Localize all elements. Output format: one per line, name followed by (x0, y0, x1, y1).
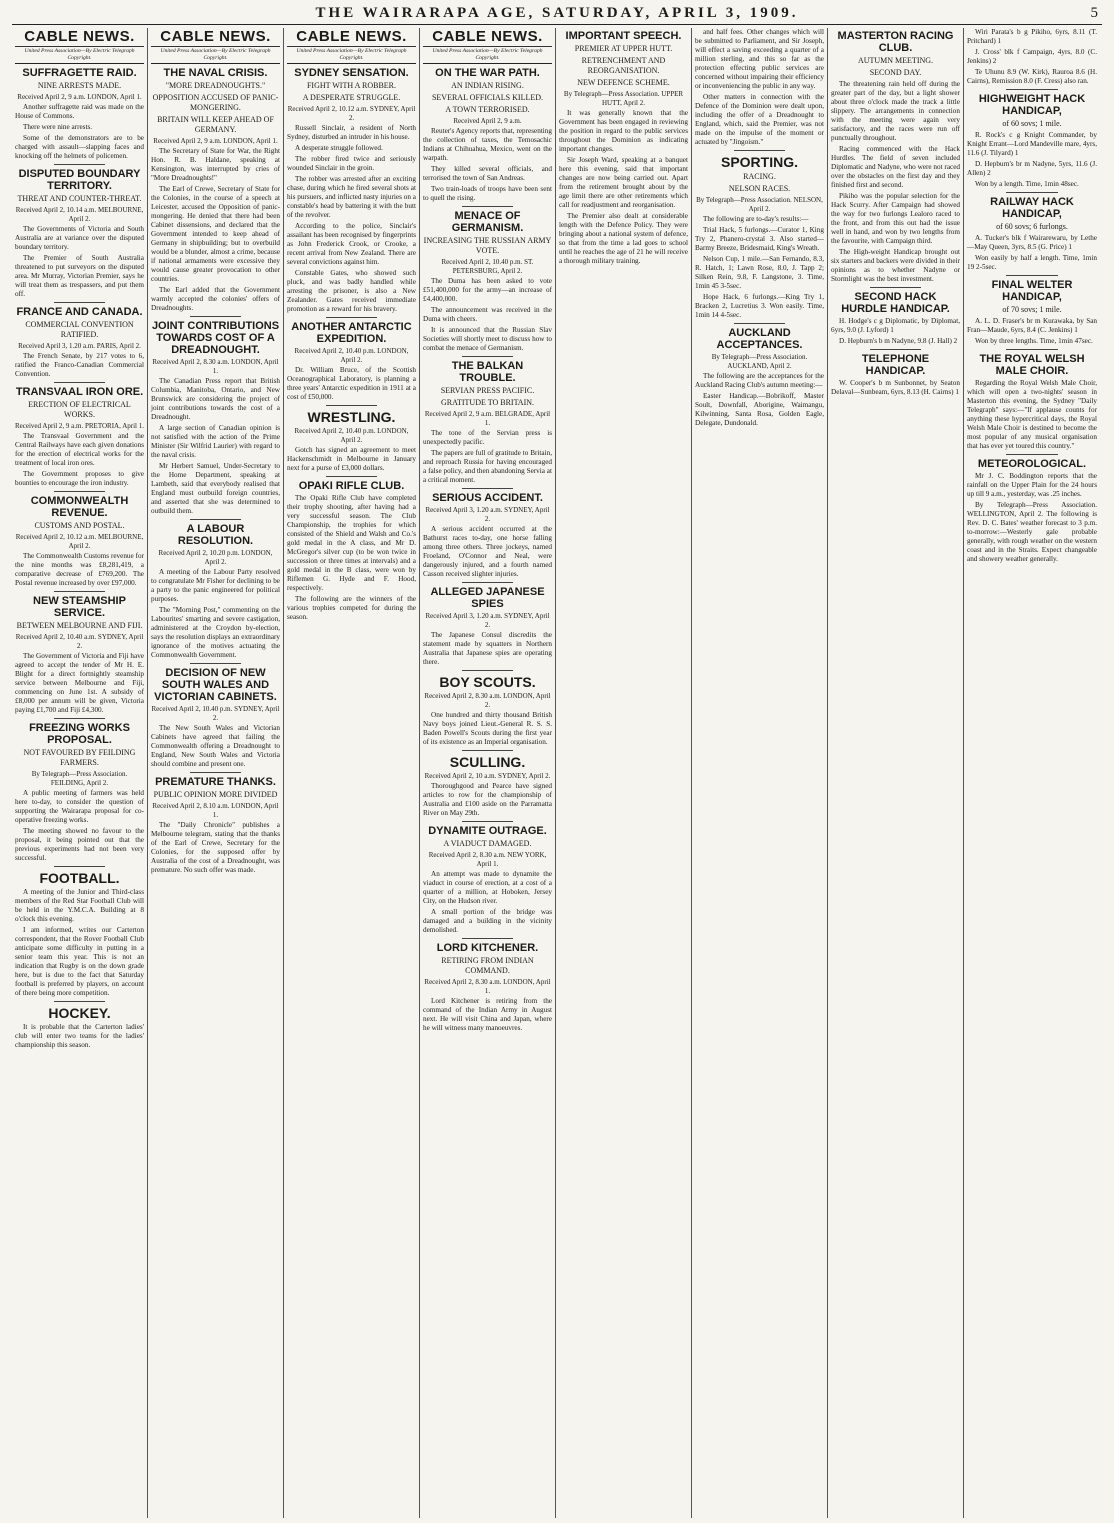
section-divider (462, 582, 514, 583)
article-paragraph: Te Uhunu 8.9 (W. Kirk), Rauroa 8.6 (H. Cairns), Remission 8.0 (F. Cress) also ran. (967, 68, 1097, 85)
article-paragraph: A. L. D. Fraser's br m Kurawaka, by San Fran—Maude, 6yrs, 8.4 (C. Jenkins) 1 (967, 317, 1097, 334)
article-paragraph: The Governments of Victoria and South Australia are at variance over the disputed boundary territory. (15, 225, 144, 251)
article-paragraph: The following are to-day's results:— (703, 215, 809, 223)
article-dateline: By Telegraph—Press Association. FEILDING, April 2. (31, 770, 128, 787)
article-paragraph: A desperate struggle followed. (295, 144, 383, 152)
article-paragraph: They killed several officials, and terrorised the town of San Andreas. (423, 165, 552, 182)
column-banner: CABLE NEWS. (151, 28, 280, 47)
article-paragraph: The New South Wales and Victorian Cabinets have agreed that failing the Commonwealth offering a Dreadnought to England, New South Wales and Victoria should combine and present one. (151, 724, 280, 768)
article-paragraph: The Government of Victoria and Fiji have agreed to accept the tender of Mr H. E. Blight for a direct fortnightly steamship service between Melbourne and Fiji, commencing on June 1st. A subsidy of £8,000 per annum will be given, Victoria paying £1,700 and Fiji £4,300. (15, 652, 144, 714)
article-headline: MENACE OF GERMANISM. (451, 210, 524, 234)
article-paragraph: Thoroughgood and Pearce have signed articles to row for the championship of Australia and £100 aside on the Parramatta River on May 29th. (423, 782, 552, 817)
article-headline: IMPORTANT SPEECH. (565, 30, 682, 42)
news-column (964, 28, 1100, 1518)
article-subhead: of 70 sovs; 1 mile. (1002, 305, 1062, 314)
article-subhead: A DESPERATE STRUGGLE. (302, 93, 401, 102)
article-paragraph: The Commonwealth Customs revenue for the nine months was £8,281,419, a comparative decrease of £769,200. The Postal revenue increased by over £97,000. (15, 552, 144, 587)
article-paragraph: The papers are full of gratitude to Britain, and reproach Russia for having encouraged a false policy, and then abandoning Servia at a critical moment. (423, 449, 552, 484)
article-subhead: COMMERCIAL CONVENTION RATIFIED. (25, 320, 134, 339)
article-dateline: Received April 2, 10.40 p.m. SYDNEY, April 2. (151, 705, 280, 722)
article-paragraph: The following are the winners of the various trophies competed for during the season. (287, 595, 416, 621)
article-paragraph: The Earl of Crewe, Secretary of State for the Colonies, in the course of a speech at Leicester, accused the Opposition of panic-mongering. He denied that there had been Cabinet dissensions, and declared that the Government intended to keep ahead of Germany in shipbuilding; but to overbuild would be a blunder, almost a crime, because if national armaments were excessive they would cause greater provocation to other countries. (151, 185, 280, 283)
article-dateline: Received April 2, 10.40 a.m. SYDNEY, April 2. (15, 633, 144, 650)
article-paragraph: Gotch has signed an agreement to meet Hackenschmidt in Melbourne in January next for a purse of £3,000 dollars. (287, 446, 416, 472)
section-divider (1006, 454, 1058, 455)
article-paragraph: H. Hodge's c g Diplomatic, by Diplomat, 6yrs, 9.0 (J. Lyford) 1 (831, 317, 960, 334)
section-divider (462, 356, 514, 357)
article-headline: FRANCE AND CANADA. (16, 306, 143, 318)
article-dateline: Received April 2, 9 a.m. BELGRADE, April 1. (424, 410, 551, 427)
article-dateline: Received April 2, 9 a.m. PRETORIA, April 1. (15, 422, 144, 430)
article-headline: FREEZING WORKS PROPOSAL. (29, 722, 130, 746)
article-paragraph: Lord Kitchener is retiring from the command of the Indian Army in August next. He will visit China and Japan, where he will witness many manoeuvres. (423, 997, 552, 1032)
article-paragraph: The Transvaal Government and the Central Railways have each given donations for the erection of electrical works for the treatment of local iron ores. (15, 432, 144, 467)
article-headline: JOINT CONTRIBUTIONS TOWARDS COST OF A DREADNOUGHT. (151, 320, 280, 356)
article-headline: TRANSVAAL IRON ORE. (15, 386, 144, 398)
article-subhead: BRITAIN WILL KEEP AHEAD OF GERMANY. (157, 115, 274, 134)
article-paragraph: W. Cooper's b m Sunbonnet, by Seaton Delaval—Sunbeam, 6yrs, 8.13 (H. Cairns) 1 (831, 379, 960, 396)
article-paragraph: Sir Joseph Ward, speaking at a banquet here this evening, said that important changes are now being carried out. Apart from the retirement brought about by the age limit there are other retirements which call for readjustment and reorganisation. (559, 156, 688, 209)
article-headline: SYDNEY SENSATION. (294, 67, 409, 79)
page-number: 5 (1090, 4, 1098, 21)
article-paragraph: Nelson Cup, 1 mile.—San Fernando, 8.3, R. Hatch, 1; Lawn Rose, 8.0, J. Tapp 2; Silken Rein, 9.8, F. Langstone, 3. Time, 1min 45 3-5sec. (695, 255, 824, 290)
article-paragraph: Another suffragette raid was made on the House of Commons. (15, 103, 144, 120)
article-headline: FINAL WELTER HANDICAP, (991, 279, 1073, 303)
section-divider (54, 164, 106, 165)
article-subhead: AUTUMN MEETING. (857, 56, 934, 65)
article-subhead: A VIADUCT DAMAGED. (443, 839, 532, 848)
section-divider (1006, 89, 1058, 90)
article-paragraph: One hundred and thirty thousand British Navy boys joined Lieut.-General R. S. S. Baden Powell's Scouts during the first year of its existence as an Imperial organisation. (423, 711, 552, 746)
article-headline: DECISION OF NEW SOUTH WALES AND VICTORIAN CABINETS. (154, 667, 277, 703)
section-divider (54, 866, 106, 867)
article-paragraph: Racing commenced with the Hack Hurdles. The field of seven included Diplomatic and Nadyne, who were not raced over the obstacles on the first day and they finished first and second. (831, 145, 960, 189)
section-divider (54, 302, 106, 303)
column-banner: CABLE NEWS. (287, 28, 416, 47)
article-dateline: Received April 2, 10.20 p.m. LONDON, April 2. (158, 549, 273, 566)
article-paragraph: The Opaki Rifle Club have completed their trophy shooting, after having had a very successful season. The Club Championship, the trophies for which consisted of the Shield and Walsh and Co.'s gold medal in the A class, and Mr D. McGregor's silver cup (to be won twice in succession or three times at intervals) and a gold medal in the B class, were won by Riflemen G. Hyde and F. Hood, respectively. (287, 494, 416, 592)
news-column (828, 28, 964, 1518)
article-paragraph: A. Tucker's blk f Wairarewaru, by Lethe—May Queen, 3yrs, 8.5 (G. Price) 1 (967, 234, 1097, 251)
article-dateline: Received April 2, 10 a.m. SYDNEY, April 2. (424, 772, 551, 780)
article-paragraph: Won easily by half a length. Time, 1min 19 2-5sec. (967, 254, 1097, 271)
masthead-title: THE WAIRARAPA AGE, SATURDAY, APRIL 3, 1909. (315, 4, 799, 21)
article-paragraph: The meeting showed no favour to the proposal, it being pointed out that the previous experiments had not been very successful. (15, 827, 144, 862)
article-dateline: Received April 2, 10.40 p.m. LONDON, April 2. (294, 427, 409, 444)
section-divider (462, 821, 514, 822)
article-paragraph: and half fees. Other changes which will be submitted to Parliament, and Sir Joseph, will effect a saving exceeding a quarter of a million sterling, and this so far as the protection effecting public services are concerned without impairing their efficiency or inconveniencing the public in any way. (695, 28, 824, 90)
section-divider (870, 349, 922, 350)
newspaper-columns (12, 28, 1102, 1518)
article-paragraph: The threatening rain held off during the greater part of the day, but a light shower about three o'clock made the track a little slippery. The arrangements in connection with the meeting were again very satisfactory, and the races were run off punctually throughout. (831, 80, 960, 142)
article-dateline: Received April 2, 10.40 p.m. ST. PETERSBURG, April 2. (441, 258, 534, 275)
article-subhead: GRATITUDE TO BRITAIN. (440, 398, 535, 407)
article-headline: THE ROYAL WELSH MALE CHOIR. (979, 353, 1085, 377)
article-dateline: By Telegraph—Press Association. UPPER HUTT, April 2. (563, 90, 684, 107)
article-headline: ANOTHER ANTARCTIC EXPEDITION. (291, 321, 412, 345)
section-divider (54, 591, 106, 592)
article-paragraph: It was generally known that the Government has been engaged in reviewing the position in regard to the public services throughout the Dominion as indicating important changes. (559, 109, 688, 153)
section-divider (462, 206, 514, 207)
article-paragraph: The Earl added that the Government warmly accepted the colonies' offers of Dreadnoughts. (151, 286, 280, 312)
article-dateline: Received April 2, 9 a.m. LONDON, April 1. (17, 93, 142, 101)
section-divider (326, 476, 378, 477)
article-paragraph: Some of the demonstrators are to be charged with assault—slapping faces and knocking off the helmets of policemen. (15, 134, 144, 160)
article-paragraph: The Duma has been asked to vote £51,400,000 for the army—an increase of £4,400,000. (423, 277, 552, 303)
article-paragraph: A meeting of the Junior and Third-class members of the Red Star Football Club will be held in the Y.M.C.A. Building at 8 o'clock this evening. (15, 888, 144, 923)
article-dateline: Received April 2, 9 a.m. LONDON, April 1. (153, 137, 278, 145)
article-paragraph: The robber fired twice and seriously wounded Sinclair in the groin. (287, 155, 416, 172)
section-divider (190, 316, 242, 317)
article-paragraph: The Canadian Press report that British Columbia, Manitoba, Ontario, and New Brunswick are considering the project of joint contributions towards the cost of a Dreadnought. (151, 377, 280, 421)
article-paragraph: By Telegraph—Press Association. WELLINGTON, April 2. The following is Rev. D. C. Bates' weather forecast to 3 p.m. to-morrow:—Westerly gale probable generally, with rough weather on the western coast and in the Straits. Expect changeable and showery weather generally. (967, 501, 1097, 563)
article-dateline: Received April 2, 10.12 a.m. MELBOURNE, April 2. (15, 533, 144, 550)
article-paragraph: According to the police, Sinclair's assailant has been recognised by fingerprints as John Frederick Crook, or Crooke, a recent arrival from New Zealand. There are several convictions against him. (287, 222, 416, 266)
article-paragraph: It is probable that the Carterton ladies' club will enter two teams for the ladies' championship this season. (15, 1023, 144, 1049)
column-banner: CABLE NEWS. (15, 28, 144, 47)
article-paragraph: A meeting of the Labour Party resolved to congratulate Mr Fisher for declining to be a party to the panic engineered for political purposes. (151, 568, 280, 603)
article-subhead: FIGHT WITH A ROBBER. (306, 81, 397, 90)
article-paragraph: Won by three lengths. Time, 1min 47sec. (975, 337, 1093, 345)
article-paragraph: Wiri Parata's b g Pikiho, 6yrs, 8.11 (T. Pritchard) 1 (967, 28, 1097, 45)
article-headline: A LABOUR RESOLUTION. (177, 523, 254, 547)
article-paragraph: The robber was arrested after an exciting chase, during which he fired several shots at his pursuers, and inflicted nasty injuries on a constable's head by battering it with the butt of the revolver. (287, 175, 416, 219)
article-dateline: Received April 2, 8.30 a.m. LONDON, April 1. (424, 978, 551, 995)
section-divider (190, 519, 242, 520)
article-paragraph: The French Senate, by 217 votes to 6, ratified the Franco-Canadian Commercial Convention. (15, 352, 144, 378)
article-paragraph: The Premier also dealt at considerable length with the Defence Policy. They were bringing about a national system of defence, so that from the time a lad goes to school until he reaches the age of 21 he will receive a thorough military training. (559, 212, 688, 265)
article-paragraph: The announcement was received in the Duma with cheers. (423, 306, 552, 323)
article-paragraph: Trial Hack, 5 furlongs.—Curator 1, King Try 2, Phanero-crystal 3. Also started—Barmy Breeze, Bridesmaid, King's Wreath. (695, 226, 824, 252)
column-credit: United Press Association—By Electric Telegraph Copyright. (15, 48, 144, 64)
article-headline: HOCKEY. (48, 1005, 111, 1021)
article-headline: TELEPHONE HANDICAP. (861, 353, 930, 377)
article-headline: WRESTLING. (307, 409, 396, 425)
article-subhead: SECOND DAY. (869, 68, 922, 77)
article-paragraph: An attempt was made to dynamite the viaduct in course of erection, at a cost of a quarter of a million, at Hoboken, Jersey City, on the Hudson river. (423, 870, 552, 905)
section-divider (462, 938, 514, 939)
article-paragraph: The "Morning Post," commenting on the Labourites' smarting and severe castigation, administered at the Croydon by-election, says the resolution displays an extraordinary ignorance of the motives actuating the Commonwealth Government. (151, 606, 280, 659)
section-divider (1006, 192, 1058, 193)
news-column (284, 28, 420, 1518)
article-paragraph: A serious accident occurred at the Bathurst races to-day, one horse falling among three others. Three jockeys, named Froeland, O'Connor and Neal, were dangerously injured, and a fourth named Casson received slighter injuries. (423, 525, 552, 578)
article-headline: BOY SCOUTS. (439, 674, 536, 690)
article-paragraph: The "Daily Chronicle" publishes a Melbourne telegram, stating that the thanks of the Earl of Crewe, Secretary for the Colonies, for the supposed offer by Australia of the cost of a Dreadnought, was premature. No such offer was made. (151, 821, 280, 874)
article-headline: SPORTING. (720, 154, 798, 170)
article-headline: DISPUTED BOUNDARY TERRITORY. (18, 168, 141, 192)
article-paragraph: The Japanese Consul discredits the statement made by squatters in Northern Australia that Japanese spies are operating there. (423, 631, 552, 666)
article-paragraph: Pikiho was the popular selection for the Hack Scurry. After Campaign had showed the way for two furlongs Lealoro raced to the front, and from this out had the issue well in hand, and won by two lengths from the favourite, with Campaign third. (831, 192, 960, 245)
article-headline: COMMONWEALTH REVENUE. (30, 495, 129, 519)
article-paragraph: R. Rock's c g Knight Commander, by Knight Errant—Lord Mandeville mare, 4yrs, 11.6 (J. Tilyard) 1 (967, 131, 1097, 157)
article-dateline: Received April 2, 10.12 a.m. SYDNEY, April 2. (287, 105, 416, 122)
section-divider (54, 1001, 106, 1002)
article-paragraph: Reuter's Agency reports that, representing the collection of taxes, the Temosachic Indians at Chihuahua, Mexico, went on the warpath. (423, 127, 552, 162)
article-headline: ON THE WAR PATH. (435, 67, 540, 79)
column-credit: United Press Association—By Electric Telegraph Copyright. (287, 48, 416, 64)
column-credit: United Press Association—By Electric Telegraph Copyright. (423, 48, 552, 64)
article-paragraph: The following are the acceptances for the Auckland Racing Club's autumn meeting:— (695, 372, 824, 389)
article-headline: SCULLING. (449, 754, 526, 770)
article-paragraph: Mr J. C. Boddington reports that the rainfall on the Upper Plain for the 24 hours up till 9 a.m., yesterday, was .25 inches. (967, 472, 1097, 498)
article-paragraph: D. Hepburn's br m Nadyne, 5yrs, 11.6 (J. Allen) 2 (967, 160, 1097, 177)
article-paragraph: Constable Gates, who showed such pluck, and was badly handled while arresting the prisoner, is also a New Zealander. Gates received immediate promotion as a reward for his bravery. (287, 269, 416, 313)
section-divider (734, 323, 786, 324)
article-paragraph: There were nine arrests. (23, 123, 93, 131)
article-paragraph: The Government proposes to give bounties to encourage the iron industry. (15, 470, 144, 487)
article-headline: SERIOUS ACCIDENT. (432, 492, 543, 504)
article-subhead: BETWEEN MELBOURNE AND FIJI. (16, 621, 143, 630)
article-subhead: INCREASING THE RUSSIAN ARMY VOTE. (423, 236, 552, 255)
article-dateline: Received April 2, 9 a.m. (453, 117, 522, 125)
article-headline: ALLEGED JAPANESE SPIES (430, 586, 545, 610)
article-paragraph: Won by a length. Time, 1min 48sec. (975, 180, 1079, 188)
news-column (148, 28, 284, 1518)
article-paragraph: A large section of Canadian opinion is not satisfied with the action of the Prime Minister (Sir Wilfrid Laurier) with regard to the naval crisis. (151, 424, 280, 459)
article-headline: NEW STEAMSHIP SERVICE. (33, 595, 126, 619)
news-column (692, 28, 828, 1518)
section-divider (462, 670, 514, 671)
article-subhead: NEW DEFENCE SCHEME. (577, 78, 670, 87)
article-paragraph: Mr Herbert Samuel, Under-Secretary to the Home Department, speaking at Lambeth, said that everybody realised that England must outbuild foreign countries, and asserted that she was determined to outbuild them. (151, 462, 280, 515)
article-headline: SECOND HACK HURDLE HANDICAP. (841, 291, 950, 315)
article-subhead: AN INDIAN RISING. (451, 81, 524, 90)
article-headline: PREMATURE THANKS. (155, 776, 276, 788)
article-headline: SUFFRAGETTE RAID. (22, 67, 137, 79)
section-divider (54, 382, 106, 383)
article-dateline: Received April 2, 8.10 a.m. LONDON, April 1. (152, 802, 279, 819)
article-subhead: CUSTOMS AND POSTAL. (34, 521, 125, 530)
article-paragraph: A public meeting of farmers was held here to-day, to consider the question of supporting the Wairarapa proposal for co-operative freezing works. (15, 789, 144, 824)
article-subhead: RETRENCHMENT AND REORGANISATION. (581, 56, 666, 75)
article-dateline: Received April 2, 8.30 a.m. LONDON, April 2. (424, 692, 551, 709)
section-divider (1006, 349, 1058, 350)
article-subhead: NELSON RACES. (728, 184, 791, 193)
news-column (12, 28, 148, 1518)
article-subhead: of 60 sovs; 1 mile. (1002, 119, 1062, 128)
article-subhead: SEVERAL OFFICIALS KILLED. (431, 93, 544, 102)
column-credit: United Press Association—By Electric Telegraph Copyright. (151, 48, 280, 64)
article-dateline: Received April 2, 8.30 a.m. LONDON, April 1. (152, 358, 279, 375)
article-paragraph: Two train-loads of troops have been sent to quell the rising. (423, 185, 552, 202)
article-headline: RAILWAY HACK HANDICAP, (990, 196, 1074, 220)
article-paragraph: Dr. William Bruce, of the Scottish Oceanographical Laboratory, is planning a three years' Antarctic expedition in 1911 at a cost of £50,000. (287, 366, 416, 401)
article-headline: THE NAVAL CRISIS. (163, 67, 268, 79)
article-subhead: SERVIAN PRESS PACIFIC. (440, 386, 535, 395)
article-dateline: Received April 2, 8.30 a.m. NEW YORK, April 1. (428, 851, 547, 868)
article-subhead: NINE ARRESTS MADE. (37, 81, 122, 90)
article-paragraph: The Secretary of State for War, the Right Hon. R. B. Haldane, speaking at Kensington, was interrupted by cries of "More Dreadnoughts!" (151, 147, 280, 182)
article-subhead: RETIRING FROM INDIAN COMMAND. (441, 956, 534, 975)
article-subhead: OPPOSITION ACCUSED OF PANIC-MONGERING. (152, 93, 279, 112)
article-dateline: Received April 2, 10.40 p.m. LONDON, April 2. (294, 347, 409, 364)
article-headline: LORD KITCHENER. (436, 942, 539, 954)
section-divider (1006, 275, 1058, 276)
article-dateline: Received April 3, 1.20 a.m. SYDNEY, April 2. (425, 506, 550, 523)
section-divider (326, 405, 378, 406)
article-subhead: NOT FAVOURED BY FEILDING FARMERS. (23, 748, 136, 767)
article-subhead: PREMIER AT UPPER HUTT. (574, 44, 673, 53)
article-paragraph: The tone of the Servian press is unexpectedly pacific. (423, 429, 552, 446)
article-headline: HIGHWEIGHT HACK HANDICAP, (978, 93, 1086, 117)
news-column (556, 28, 692, 1518)
article-paragraph: I am informed, writes our Carterton correspondent, that the Rover Football Club anticipate some difficulty in putting in a senior team this year. This is not an indication that Rugby is on the down grade here, but is due to the fact that Saturday football is preferred by players, on account of there being more competition. (15, 926, 144, 997)
article-dateline: Received April 3, 1.20 a.m. SYDNEY, April 2. (425, 612, 550, 629)
article-headline: OPAKI RIFLE CLUB. (298, 480, 405, 492)
article-paragraph: The Premier of South Australia threatened to put surveyors on the disputed area. Mr Murray, Victorian Premier, says he will treat them as trespassers, and put them off. (15, 254, 144, 298)
article-dateline: By Telegraph—Press Association. NELSON, April 2. (696, 196, 823, 213)
article-headline: METEOROLOGICAL. (977, 458, 1087, 470)
article-headline: FOOTBALL. (39, 870, 120, 886)
news-column (420, 28, 556, 1518)
section-divider (462, 488, 514, 489)
article-subhead: A TOWN TERRORISED. (445, 105, 530, 114)
section-divider (190, 663, 242, 664)
article-subhead: of 60 sovs; 6 furlongs. (996, 222, 1068, 231)
section-divider (54, 491, 106, 492)
article-paragraph: D. Hepburn's b m Nadyne, 9.8 (J. Hall) 2 (839, 337, 958, 345)
article-paragraph: The High-weight Handicap brought out six starters and backers were divided in their opinions as to whether Nadyne or Stormlight was the best investment. (831, 248, 960, 283)
article-subhead: PUBLIC OPINION MORE DIVIDED (153, 790, 278, 799)
section-divider (54, 718, 106, 719)
section-divider (190, 772, 242, 773)
article-paragraph: A small portion of the bridge was damaged and a building in the vicinity demolished. (423, 908, 552, 934)
article-headline: DYNAMITE OUTRAGE. (428, 825, 547, 837)
article-subhead: THREAT AND COUNTER-THREAT. (17, 194, 142, 203)
article-paragraph: Easter Handicap.—Bobrikoff, Master Soult, Downfall, Aborigine, Waimangu, Kilwinning, Santa Rosa, Golden Eagle, Delegate, Dundonald. (695, 392, 824, 427)
article-dateline: Received April 3, 1.20 a.m. PARIS, April 2. (18, 342, 141, 350)
section-divider (326, 317, 378, 318)
article-dateline: By Telegraph—Press Association. AUCKLAND, April 2. (711, 353, 808, 370)
article-dateline: Received April 2, 10.14 a.m. MELBOURNE, April 2. (15, 206, 144, 223)
article-paragraph: J. Cross' blk f Campaign, 4yrs, 8.0 (C. Jenkins) 2 (967, 48, 1097, 65)
article-paragraph: Other matters in connection with the Defence of the Dominion were dealt upon, including the offer of a Dreadnought to England, which, said the Premier, was not made on the impulse of the moment or actuated by "Jingoism." (695, 93, 824, 146)
masthead (12, 2, 1102, 25)
article-paragraph: Russell Sinclair, a resident of North Sydney, disturbed an intruder in his house. (287, 124, 416, 141)
article-subhead: RACING. (743, 172, 776, 181)
article-subhead: ERECTION OF ELECTRICAL WORKS. (28, 400, 131, 419)
article-subhead: "MORE DREADNOUGHTS." (165, 81, 266, 90)
section-divider (734, 150, 786, 151)
section-divider (462, 750, 514, 751)
article-paragraph: It is announced that the Russian Slav Societies will shortly meet to discuss how to combat the menace of Germanism. (423, 326, 552, 352)
article-headline: MASTERTON RACING CLUB. (837, 30, 954, 54)
article-paragraph: Hope Hack, 6 furlongs.—King Try 1, Bracken 2, Lucretius 3. Won easily. Time, 1min 14 4-5sec. (695, 293, 824, 319)
column-banner: CABLE NEWS. (423, 28, 552, 47)
article-headline: AUCKLAND ACCEPTANCES. (716, 327, 803, 351)
article-paragraph: Regarding the Royal Welsh Male Choir, which will open a two-nights' season in Masterton this evening, the Sydney "Daily Telegraph" says:—"If applause counts for anything these hypercritical days, the Royal Welsh Male Choir is destined to become the most popular of any musical organisation that has ever yet toured this country." (967, 379, 1097, 450)
section-divider (870, 287, 922, 288)
article-headline: THE BALKAN TROUBLE. (451, 360, 524, 384)
